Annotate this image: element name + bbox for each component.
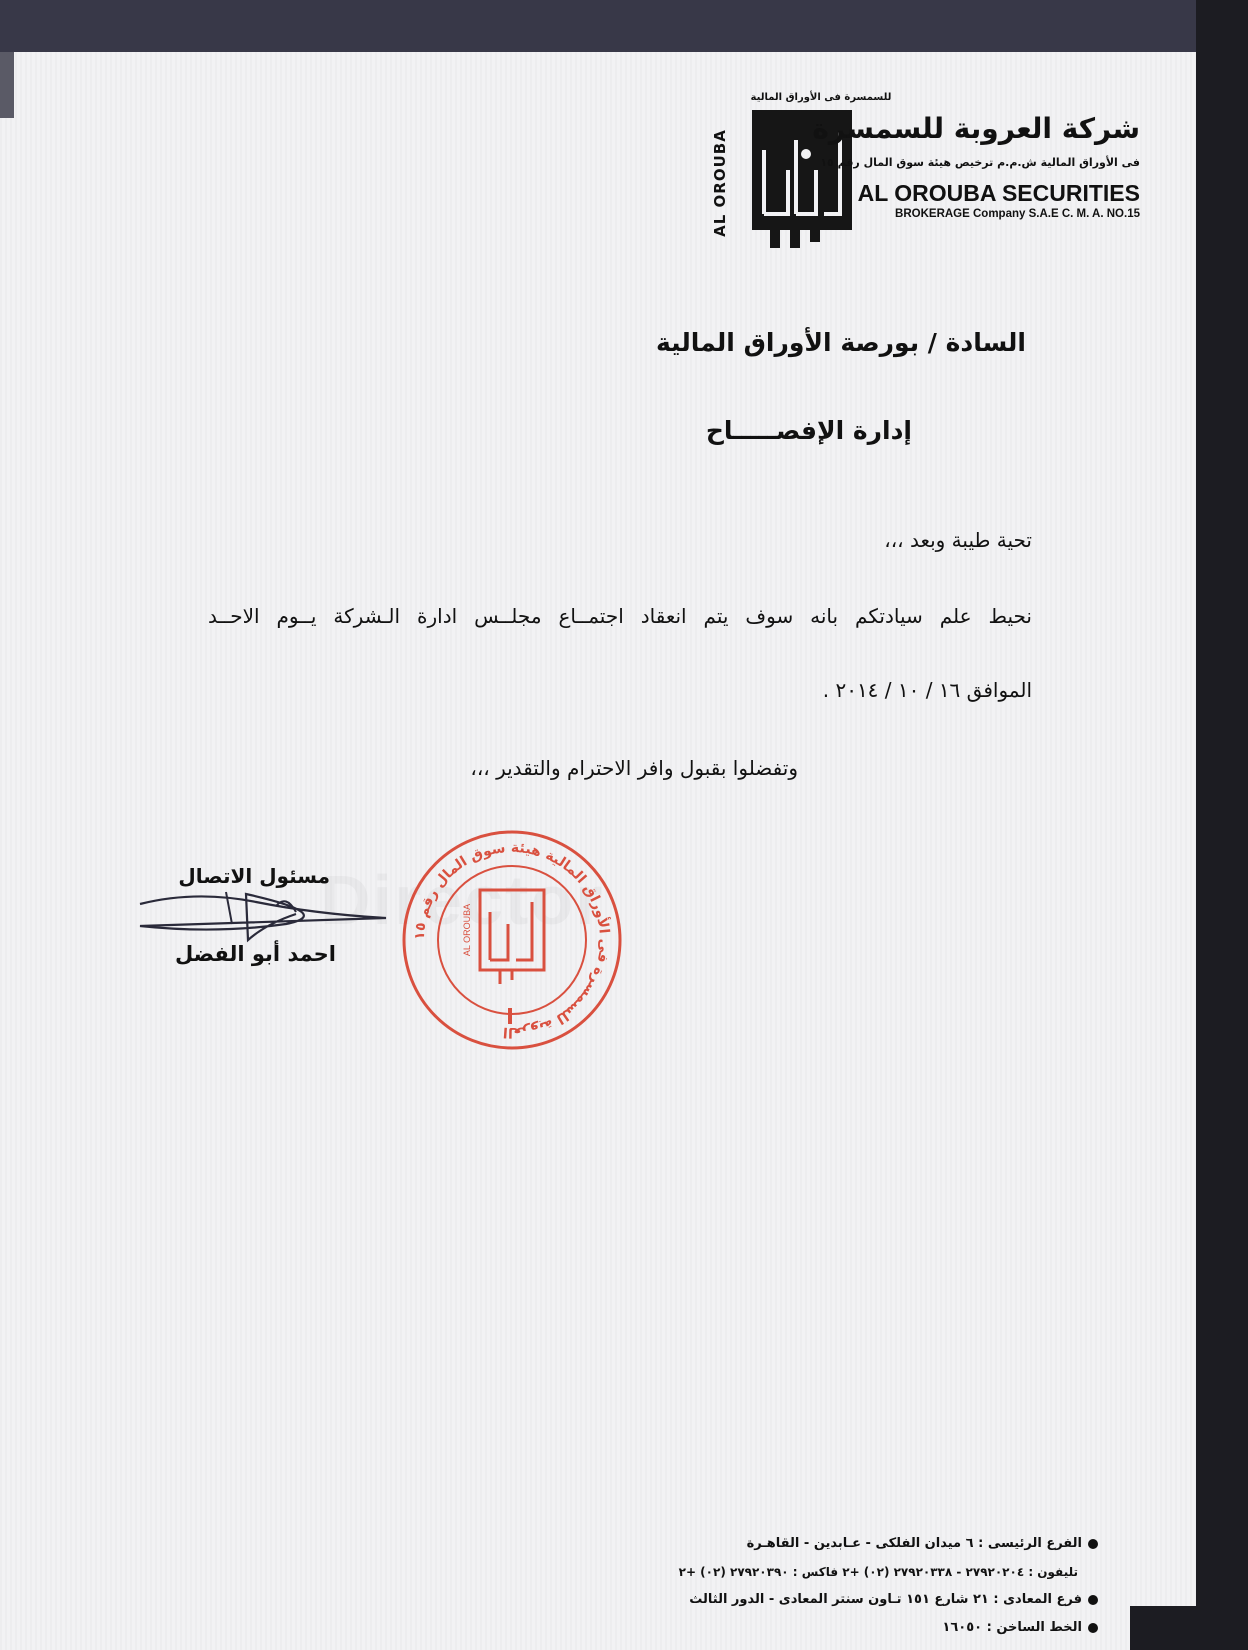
logo-tagline: للسمسرة فى الأوراق المالية	[750, 92, 892, 103]
greeting-line: تحية طيبة وبعد ،،،	[884, 528, 1032, 552]
signer-name: احمد أبو الفضل	[174, 942, 336, 966]
bullet-icon	[1088, 1539, 1098, 1549]
scan-top-band	[0, 0, 1196, 52]
footer-main-branch: الفرع الرئيسى : ٦ ميدان الفلكى - عـابدين - القاهـرة	[398, 1530, 1098, 1558]
recipient-line: السادة / بورصة الأوراق المالية	[656, 328, 1026, 357]
bullet-icon	[1088, 1595, 1098, 1605]
company-subtitle-english: BROKERAGE Company S.A.E C. M. A. NO.15	[895, 208, 1140, 220]
signer-title: مسئول الاتصال	[178, 864, 330, 888]
scan-right-edge	[1196, 0, 1248, 1650]
company-name-arabic: شركة العروبة للسمسرة	[812, 112, 1140, 145]
footer-maadi-branch: فرع المعادى : ٢١ شارع ١٥١ تـاون سنتر المعادى - الدور الثالث	[398, 1586, 1098, 1614]
footer-hotline: الخط الساخن : ١٦٠٥٠	[398, 1614, 1098, 1642]
letterhead	[700, 84, 1140, 254]
company-seal-icon	[400, 828, 624, 1052]
bullet-icon	[1088, 1623, 1098, 1633]
scan-corner-block	[1130, 1606, 1196, 1650]
closing-line: وتفضلوا بقبول وافر الاحترام والتقدير ،،،	[470, 756, 798, 780]
company-name-english: AL OROUBA SECURITIES	[857, 180, 1140, 206]
body-line-2: الموافق ١٦ / ١٠ / ٢٠١٤ .	[822, 678, 1032, 702]
body-line-1: نحيط علم سيادتكم بانه سوف يتم انعقاد اجتمــاع مجلــس ادارة الـشركة يــوم الاحــد	[208, 604, 1032, 628]
scan-left-strip	[0, 52, 14, 118]
footer-main-phones: تليفون : ٢٧٩٢٠٢٠٤ - ٢٧٩٢٠٣٣٨ (٠٢) +٢ فاكس : ٢٧٩٢٠٣٩٠ (٠٢) +٢	[678, 1565, 1078, 1579]
stamp-inner-text: AL OROUBA	[462, 903, 472, 957]
footer-contact	[398, 1530, 1098, 1642]
logo-side-text: AL OROUBA	[711, 129, 729, 237]
company-subtitle-arabic: فى الأوراق المالية ش.م.م ترخيص هيئة سوق المال رقم ١٥	[820, 156, 1140, 169]
department-line: إدارة الإفصـــــاح	[705, 416, 912, 445]
stamp-ring-text: العروبة للسمسرة فى الأوراق المالية هيئة سوق المال رقم ١٥	[411, 839, 613, 1041]
svg-text:العروبة للسمسرة فى الأوراق الم	[412, 840, 612, 1040]
